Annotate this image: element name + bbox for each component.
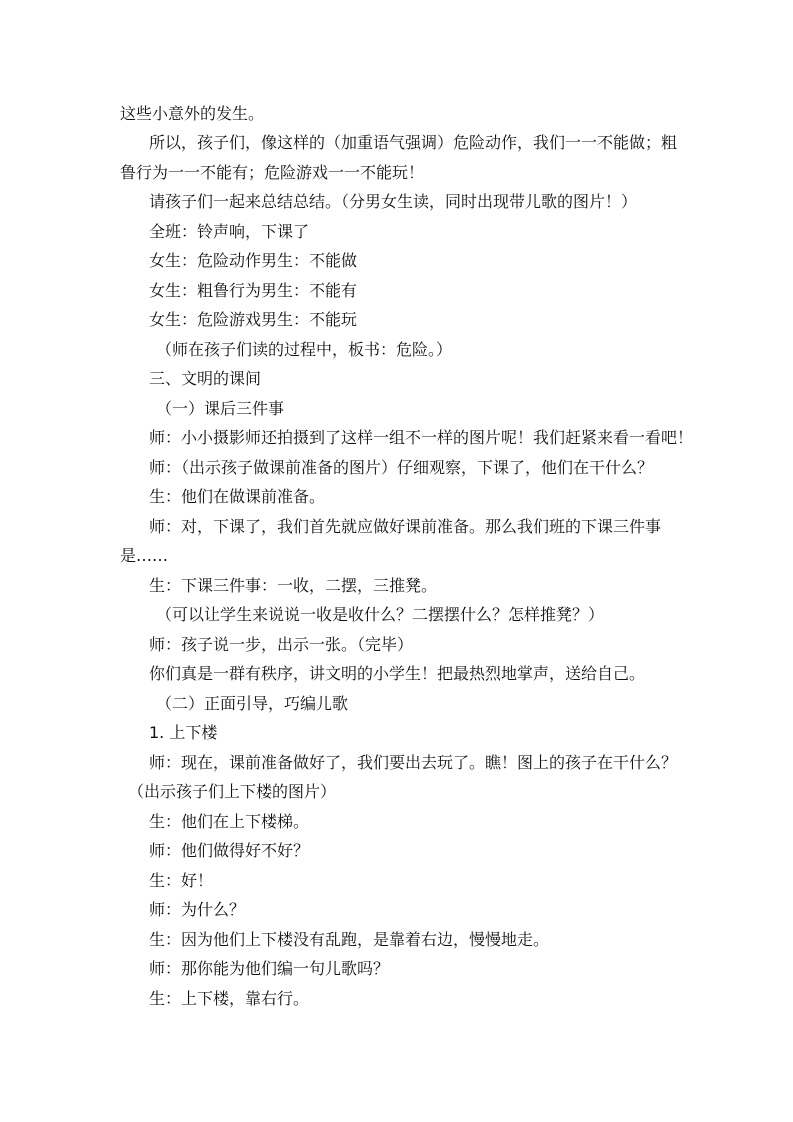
paragraph-line: 是…… <box>120 546 169 565</box>
subsection-heading: （二）正面引导，巧编儿歌 <box>156 694 349 713</box>
paragraph-line: 生：上下楼，靠右行。 <box>149 989 310 1008</box>
paragraph-line: 生：他们在做课前准备。 <box>149 487 326 506</box>
paragraph-line: 师：那你能为他们编一句儿歌吗？ <box>149 959 390 978</box>
paragraph-line: 所以，孩子们，像这样的（加重语气强调）危险动作，我们一一不能做；粗 <box>149 133 678 152</box>
paragraph-line: 你们真是一群有秩序，讲文明的小学生！把最热烈地掌声，送给自己。 <box>149 664 646 683</box>
subsection-heading: （一）课后三件事 <box>156 399 285 418</box>
paragraph-line: 师：对，下课了，我们首先就应做好课前准备。那么我们班的下课三件事 <box>149 517 662 536</box>
paragraph-line: 师：现在，课前准备做好了，我们要出去玩了。瞧！图上的孩子在干什么？ <box>149 753 678 772</box>
paragraph-line: 师：孩子说一步，出示一张。（完毕） <box>149 635 414 654</box>
paragraph-line: 生：因为他们上下楼没有乱跑，是靠着右边，慢慢地走。 <box>149 930 550 949</box>
paragraph-line: 生：下课三件事：一收，二摆，三推凳。 <box>149 576 438 595</box>
paragraph-line: 师：小小摄影师还拍摄到了这样一组不一样的图片呢！我们赶紧来看一看吧！ <box>149 428 694 447</box>
paragraph-line: （可以让学生来说说一收是收什么？二摆摆什么？怎样推凳？） <box>156 605 605 624</box>
paragraph-line: （出示孩子们上下楼的图片） <box>128 782 337 801</box>
paragraph-line: 女生：危险游戏男生：不能玩 <box>149 310 358 329</box>
paragraph-line: 女生：粗鲁行为男生：不能有 <box>149 281 358 300</box>
paragraph-line: 师：（出示孩子做课前准备的图片）仔细观察，下课了，他们在干什么？ <box>149 458 654 477</box>
paragraph-line: 这些小意外的发生。 <box>120 104 265 123</box>
paragraph-line: 师：为什么？ <box>149 900 246 919</box>
paragraph-line: 师：他们做得好不好？ <box>149 841 310 860</box>
paragraph-line: 请孩子们一起来总结总结。（分男女生读，同时出现带儿歌的图片！） <box>149 192 638 211</box>
paragraph-line: 生：他们在上下楼梯。 <box>149 812 310 831</box>
paragraph-line: 全班：铃声响，下课了 <box>149 222 310 241</box>
list-item-heading: 1. 上下楼 <box>149 723 218 742</box>
paragraph-line: 生：好！ <box>149 871 214 890</box>
paragraph-line: 女生：危险动作男生：不能做 <box>149 251 358 270</box>
paragraph-line: （师在孩子们读的过程中，板书：危险。） <box>156 340 453 359</box>
paragraph-line: 鲁行为一一不能有；危险游戏一一不能玩！ <box>120 163 425 182</box>
section-heading: 三、文明的课间 <box>149 369 262 388</box>
